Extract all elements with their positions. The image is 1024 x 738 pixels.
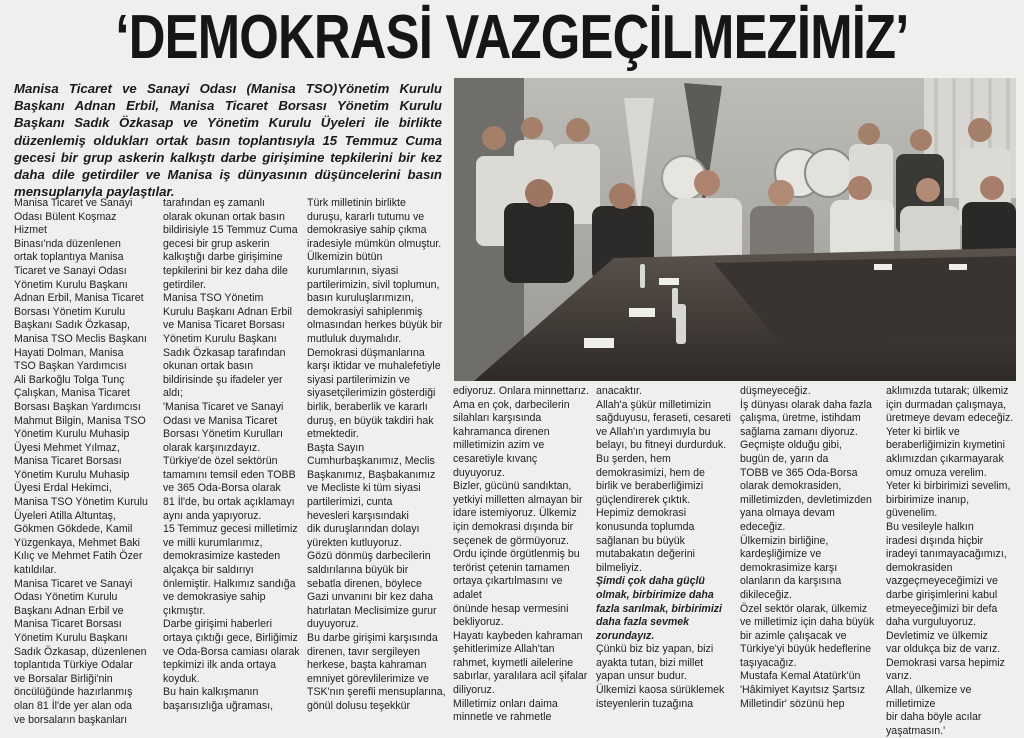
- article-column-6: düşmeyeceğiz. İş dünyası olarak daha fazla çalışma, üretme, istihdam sağlama zamanı diyoruz. Geçmişte olduğu gibi, bugün de, yarın da TOBB ve 365 Oda-Borsa olarak demokrasiden, milletimizden, devletimizden yana olmaya devam edeceğiz. Ülkemizin birliğine, kardeşliğimize ve demokrasimize karşı olanların da karşısına dikileceğiz. Özel sektör olarak, ülkemiz ve milletimiz için daha büyük bir azimle çalışacak ve Türkiye'yi büyük hedeflerine taşıyacağız. Mustafa Kemal Atatürk'ün 'Hâkimiyet Kayıtsız Şartsız Milletindir' sözünü hep: [740, 385, 875, 710]
- column-5-text-b: Çünkü biz biz yapan, bizi ayakta tutan, bizi millet yapan unsur budur. Ülkemizi kaosa sürüklemek isteyenlerin tuzağına: [596, 643, 725, 710]
- highlighted-quote: Şimdi çok daha güçlü olmak, birbirimize daha fazla sarılmak, birbirimizi daha fazla sevmek zorundayız.: [596, 575, 722, 642]
- article-column-3: Türk milletinin birlikte duruşu, kararlı tutumu ve demokrasiye sahip çıkma iradesiyle mümkün olmuştur. Ülkemizin bütün kurumlarının, siyasi partilerimizin, sivil toplumun, basın kuruluşlarımızın, demokrasiyi sahiplenmiş olmasından herkes büyük bir mutluluk duymalıdır. Demokrasi düşmanlarına karşı iktidar ve muhalefetiyle siyasi partilerimizin ve siyasetçilerimizin gösterdiği birlik, beraberlik ve kararlı duruş, en büyük takdiri hak etmektedir. Başta Sayın Cumhurbaşkanımız, Meclis Başkanımız, Başbakanımız ve Mecliste ki tüm siyasi partilerimizi, cunta hevesleri karşısındaki dik duruşlarından dolayı yürekten kutluyoruz. Gözü dönmüş darbecilerin saldırılarına büyük bir sebatla direnen, böylece Gazi unvanını bir kez daha hatırlatan Meclisimize gurur duyuyoruz. Bu darbe girişimi karşısında direnen, tavır sergileyen herkese, başta kahraman emniyet görevlilerimize ve TSK'nın şerefli mensuplarına, gönül dolusu teşekkür: [307, 197, 446, 712]
- article-column-1: Manisa Ticaret ve Sanayi Odası Bülent Koşmaz Hizmet Binası'nda düzenlenen ortak toplantıya Manisa Ticaret ve Sanayi Odası Yönetim Kurulu Başkanı Adnan Erbil, Manisa Ticaret Borsası Yönetim Kurulu Başkanı Sadık Özkasap, Manisa TSO Meclis Başkanı Hayati Dolman, Manisa TSO Başkan Yardımcısı Ali Barkoğlu Tolga Tunç Çalışkan, Manisa Ticaret Borsası Başkan Yardımcısı Mahmut Bilgin, Manisa TSO Yönetim Kurulu Muhasip Üyesi Mehmet Yılmaz, Manisa Ticaret Borsası Yönetim Kurulu Muhasip Üyesi Erdal Hekimci, Manisa TSO Yönetim Kurulu Üyeleri Atilla Altuntaş, Gökmen Gökdede, Kamil Yüzgenkaya, Mehmet Baki Kılıç ve Mehmet Fatih Özer katıldılar. Manisa Ticaret ve Sanayi Odası Yönetim Kurulu Başkanı Adnan Erbil ve Manisa Ticaret Borsası Yönetim Kurulu Başkanı Sadık Özkasap, düzenlenen toplantıda Türkiye Odalar ve Borsalar Birliği'nin öncülüğünde hazırlanmış olan 81 İl'de yer alan oda ve borsaların başkanları: [14, 197, 148, 726]
- article-column-7: aklımızda tutarak; ülkemiz için durmadan çalışmaya, üretmeye devam edeceğiz. Yeter ki birlik ve beraberliğimizin kıymetini aklımızdan çıkarmayarak omuz omuza verelim. Yeter ki birbirimizi sevelim, birbirimize inanıp, güvenelim. Bu vesileyle halkın iradesi dışında hiçbir iradeyi tanımayacağımızı, demokrasiden vazgeçmeyeceğimizi ve darbe girişimlerini kabul etmeyeceğimizi bir defa daha vurguluyoruz. Devletimiz ve ülkemiz var oldukça biz de varız. Demokrasi varsa hepimiz varız. Allah, ülkemize ve milletimize bir daha böyle acılar yaşatmasın.': [886, 385, 1014, 737]
- article-column-5: [596, 385, 736, 711]
- lead-paragraph: Manisa Ticaret ve Sanayi Odası (Manisa TSO)Yönetim Kurulu Başkanı Adnan Erbil, Manisa Ticaret Borsası Yönetim Kurulu Başkanı Sadık Özkasap ve Yönetim Kurulu Üyeleri ile birlikte düzenlemiş oldukları ortak basın toplantısıyla 15 Temmuz Cuma gecesi bir grup askerin kalkıştı darbe girişimine tepkilerini bir kez daha dile getirdiler ve Manisa iş dünyasının düşüncelerini basın mensuplarıyla paylaştılar.: [14, 81, 442, 200]
- headline: ‘DEMOKRASİ VAZGEÇİLMEZİMİZ’: [115, 3, 909, 72]
- article-column-4: ediyoruz. Onlara minnettarız. Ama en çok, darbecilerin silahları karşısında kahramanca direnen milletimizin azim ve cesaretiyle kıvanç duyuyoruz. Bizler, gücünü sandıktan, yetkiyi milletten almayan bir idare istemiyoruz. Ülkemiz için demokrasi dışında bir seçenek de görmüyoruz. Ordu içinde örgütlenmiş bu terörist çetenin tamamen ortaya çıkartılmasını ve adalet önünde hesap vermesini bekliyoruz. Hayatı kaybeden kahraman şehitlerimize Allah'tan rahmet, kıymetli ailelerine sabırlar, yaralılara acil şifalar diliyoruz. Milletimiz onları daima minnetle ve rahmetle: [453, 385, 590, 724]
- article-column-2: tarafından eş zamanlı olarak okunan ortak basın bildirisiyle 15 Temmuz Cuma gecesi bir grup askerin kalkıştığı darbe girişimine tepkilerini bir kez daha dile getirdiler. Manisa TSO Yönetim Kurulu Başkanı Adnan Erbil ve Manisa Ticaret Borsası Yönetim Kurulu Başkanı Sadık Özkasap tarafından okunan ortak basın bildirisinde şu ifadeler yer aldı; 'Manisa Ticaret ve Sanayi Odası ve Manisa Ticaret Borsası Yönetim Kurulları olarak karşınızdayız. Türkiye'de özel sektörün tamamını temsil eden TOBB ve 365 Oda-Borsa olarak 81 İl'de, bu ortak açıklamayı aynı anda yapıyoruz. 15 Temmuz gecesi milletimiz ve milli kurumlarımız, demokrasimize kasteden alçakça bir saldırıyı önlemiştir. Halkımız sandığa ve demokrasiye sahip çıkmıştır. Darbe girişimi haberleri ortaya çıktığı gece, Birliğimiz ve Oda-Borsa camiası olarak tepkimizi ilk anda ortaya koyduk. Bu hain kalkışmanın başarısızlığa uğraması,: [163, 197, 300, 712]
- press-conference-photo: [454, 78, 1016, 381]
- column-5-text-a: anacaktır. Allah'a şükür milletimizin sağduyusu, feraseti, cesareti ve Allah'ın yardımıyla bu belayı, bu fitneyi durdurduk. Bu şerden, hem demokrasimizi, hem de birlik ve beraberliğimizi güçlendirerek çıktık. Hepimiz demokrasi konusunda toplumda sağlanan bu büyük mutabakatın değerini bilmeliyiz.: [596, 385, 731, 574]
